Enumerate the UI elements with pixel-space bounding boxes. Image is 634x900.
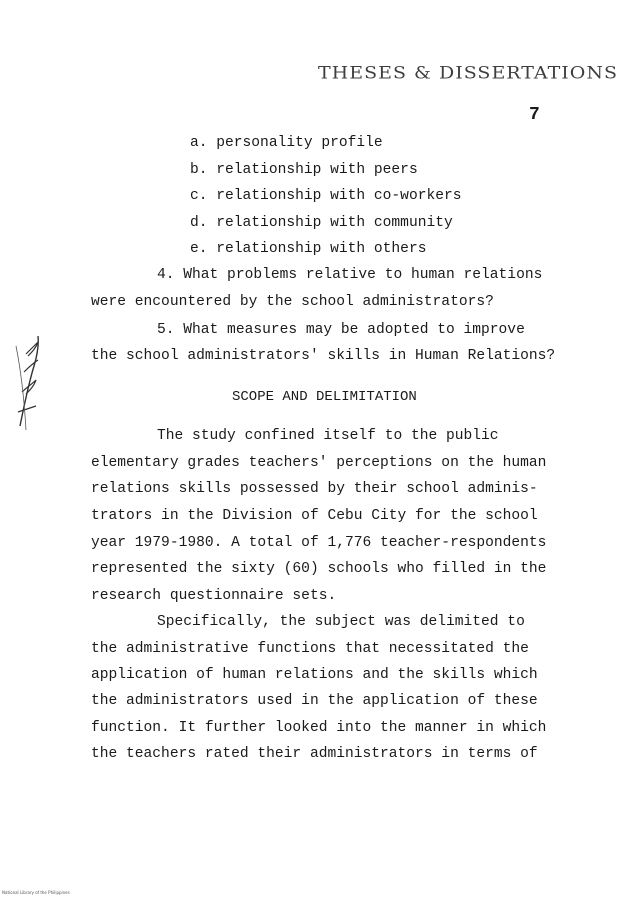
paragraph-line: the teachers rated their administrators in terms of	[91, 746, 538, 762]
list-item: d. relationship with community	[190, 215, 453, 231]
paragraph-line: research questionnaire sets.	[91, 588, 337, 604]
list-item: a. personality profile	[190, 135, 383, 151]
body-text-line: the school administrators' skills in Human Relations?	[91, 348, 556, 364]
paragraph-line: relations skills possessed by their school adminis-	[91, 481, 538, 497]
paragraph-line: represented the sixty (60) schools who filled in the	[91, 561, 547, 577]
paragraph-line: function. It further looked into the manner in which	[91, 720, 547, 736]
paragraph-line: Specifically, the subject was delimited to	[157, 614, 525, 630]
paragraph-line: trators in the Division of Cebu City for the school	[91, 508, 538, 524]
list-item: e. relationship with others	[190, 241, 427, 257]
paragraph-line: The study confined itself to the public	[157, 428, 499, 444]
theses-dissertations-stamp: THESES & DISSERTATIONS	[318, 63, 618, 83]
section-heading: SCOPE AND DELIMITATION	[232, 389, 417, 405]
body-text-line: were encountered by the school administrators?	[91, 294, 494, 310]
paragraph-line: elementary grades teachers' perceptions on the human	[91, 455, 547, 471]
footer-text: National Library of the Philippines	[2, 890, 70, 895]
paragraph-line: application of human relations and the skills which	[91, 667, 538, 683]
page-number: 7	[529, 105, 540, 125]
list-item: c. relationship with co-workers	[190, 188, 462, 204]
body-text-line: 5. What measures may be adopted to improve	[157, 322, 525, 338]
body-text-line: 4. What problems relative to human relations	[157, 267, 543, 283]
list-item: b. relationship with peers	[190, 162, 418, 178]
paragraph-line: the administrative functions that necessitated the	[91, 641, 529, 657]
handwritten-margin-note	[14, 326, 44, 436]
paragraph-line: the administrators used in the application of these	[91, 693, 538, 709]
paragraph-line: year 1979-1980. A total of 1,776 teacher-respondents	[91, 535, 547, 551]
